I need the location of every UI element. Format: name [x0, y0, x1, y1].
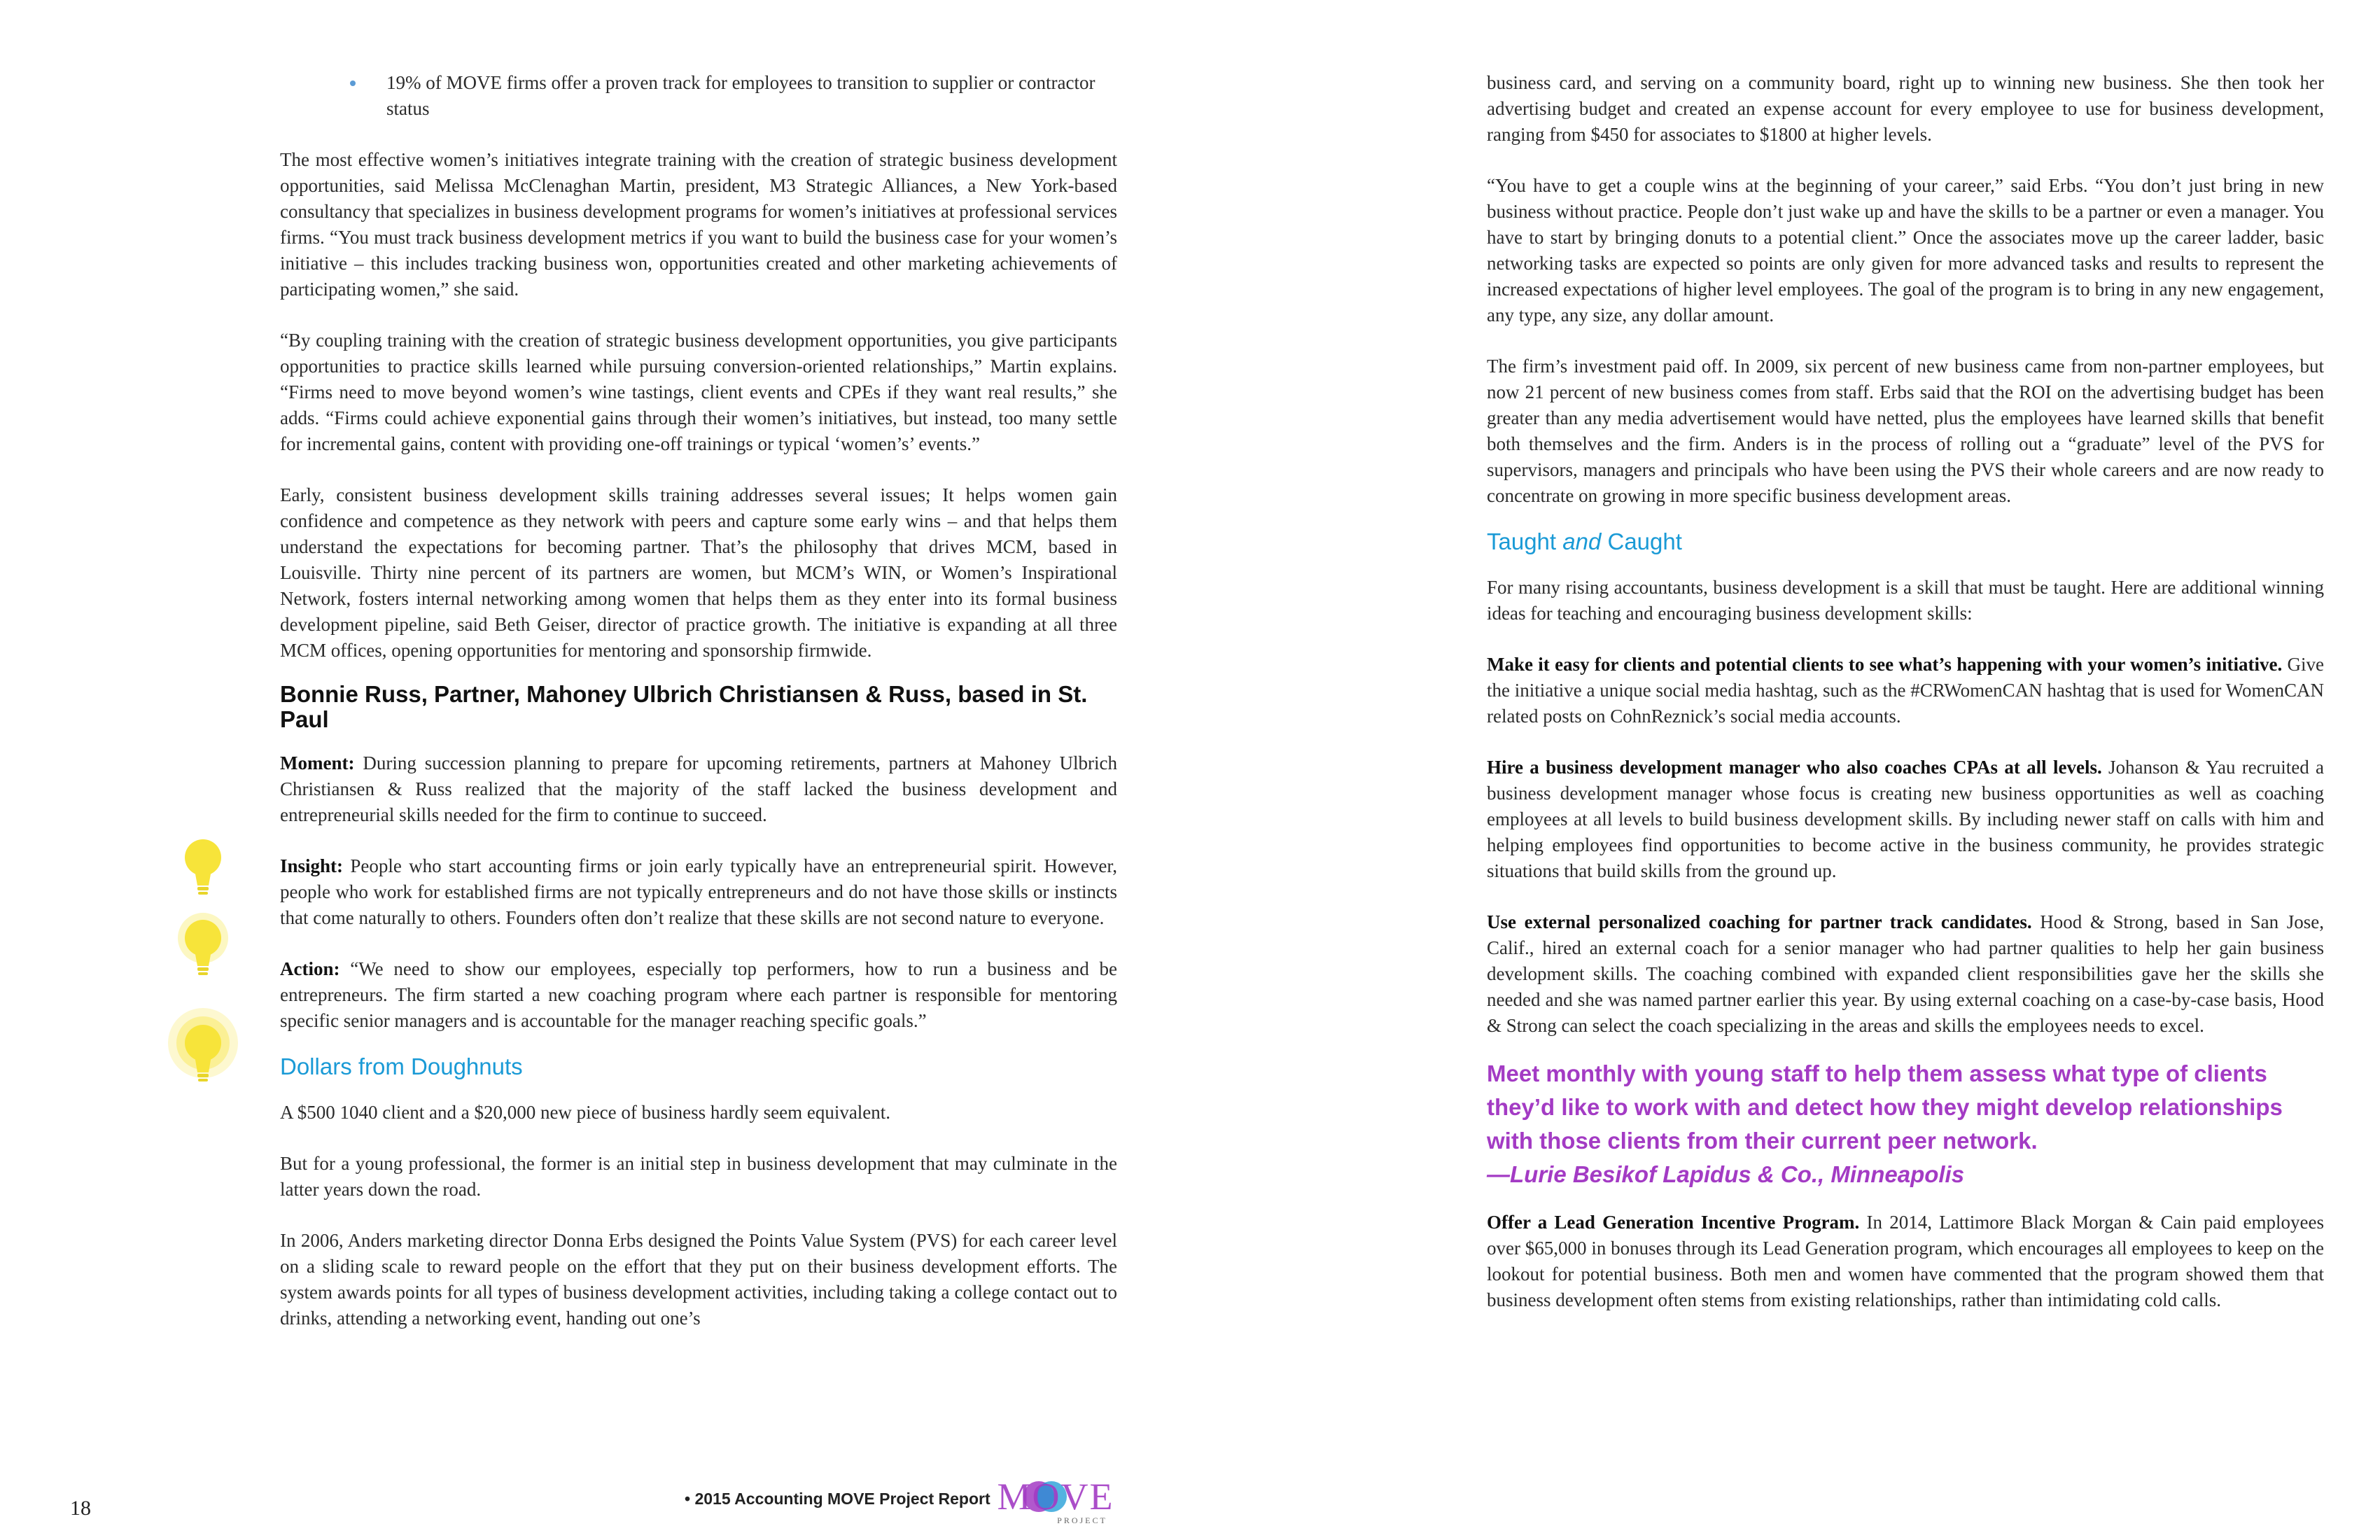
action-paragraph — [280, 956, 1117, 1034]
paragraph: A $500 1040 client and a $20,000 new piece of business hardly seem equivalent. — [280, 1102, 891, 1123]
pull-quote: Meet monthly with young staff to help them assess what type of clients they’d like to work with and detect how they might develop relationships with those clients from their current peer network. — [1487, 1060, 2283, 1154]
tip-title: Use external personalized coaching for partner track candidates. — [1487, 911, 2032, 932]
tip-paragraph — [1487, 755, 2324, 884]
move-logo — [993, 1473, 1119, 1526]
subheading: Dollars from Doughnuts — [280, 1054, 523, 1079]
moment-paragraph — [280, 750, 1117, 828]
lightbulb-icon — [165, 1008, 241, 1099]
tip-text: Give the initiative a unique social media hashtag, such as the #CRWomenCAN hashtag that is used for WomenCAN related posts on CohnReznick’s social media accounts. — [1487, 654, 2325, 727]
tip-paragraph — [1487, 1210, 2324, 1313]
moment-text: During succession planning to prepare for upcoming retirements, partners at Mahoney Ulbrich Christiansen & Russ realized that the majority of the staff lacked the business development and entrepreneurial skills needed for the firm to continue to succeed. — [280, 752, 1117, 825]
tip-title: Hire a business development manager who also coaches CPAs at all levels. — [1487, 757, 2102, 778]
paragraph: Early, consistent business development skills training addresses several issues; It helps women gain confidence and competence as they network with peers and capture some early wins – and that helps them understand the expectations for becoming partner. That’s the philosophy that drives MCM, based in Louisville. Thirty nine percent of its partners are women, but MCM’s WIN, or Women’s Inspirational Network, fosters internal networking among women that helps them as they enter into its formal business development pipeline, said Beth Geiser, director of practice growth. The initiative is expanding at all three MCM offices, opening opportunities for mentoring and sponsorship firmwide. — [280, 484, 1117, 661]
subheading — [1487, 527, 2324, 556]
tip-text: In 2014, Lattimore Black Morgan & Cain paid employees over $65,000 in bonuses through its Lead Generation program, which encourages all employees to keep on the lookout for potential business. Both men and women have commented that the program showed them that business development often stems from existing relationships, rather than intimidating cold calls. — [1487, 1212, 2324, 1310]
tip-text: Johanson & Yau recruited a business development manager whose focus is creating new business opportunities as well as coaching employees at all levels to build business development skills. By including newer staff on calls with him and helping employees find opportunities to become active in the business community, he provides strategic situations that build skills from the ground up. — [1487, 757, 2324, 881]
tip-text: Hood & Strong, based in San Jose, Calif., hired an external coach for a senior manager who had partner qualities to help her gain business development skills. The coaching combined with expanded client responsibilities gave her the skills she needed and she was named partner earlier this year. By using external coaching on a case-by-case basis, Hood & Strong can select the coach specializing in the areas and skills the employees needs to excel. — [1487, 911, 2324, 1036]
svg-text:PROJECT: PROJECT — [1057, 1516, 1107, 1525]
report-title: • 2015 Accounting MOVE Project Report — [685, 1490, 990, 1508]
paragraph: “By coupling training with the creation of strategic business development opportunities, you give participants opportunities to practice skills learned while pursuing conversion-oriented relationships,” Martin explains. “Firms need to move beyond women’s wine tastings, client events and CPEs if they want real results,” she adds. “Firms could achieve exponential gains through their women’s initiatives, but instead, too many settle for incremental gains, content with providing one-off trainings or typical ‘women’s’ events.” — [280, 330, 1117, 454]
list-item — [280, 70, 1117, 122]
insight-text: People who start accounting firms or join early typically have an entrepreneurial spirit. However, people who work for established firms are not typically entrepreneurs and do not have those skills or instincts that come naturally to others. Founders often don’t realize that these skills are not second nature to everyone. — [280, 855, 1117, 928]
page-number: 18 — [70, 1497, 91, 1520]
lightbulb-icon — [174, 910, 232, 987]
insight-label: Insight: — [280, 855, 344, 876]
subheading-part: and — [1562, 528, 1602, 554]
paragraph: In 2006, Anders marketing director Donna Erbs designed the Points Value System (PVS) for each career level on a sliding scale to reward people on the effort that they put on their business development efforts. The system awards points for all types of business development activities, including taking a college contact out to drinks, attending a networking event, handing out one’s — [280, 1230, 1117, 1329]
tip-title: Make it easy for clients and potential clients to see what’s happening with your women’s initiative. — [1487, 654, 2283, 675]
tip-paragraph — [1487, 909, 2324, 1039]
quote-attribution: —Lurie Besikof Lapidus & Co., Minneapolis — [1487, 1161, 1965, 1187]
tip-paragraph — [1487, 652, 2324, 729]
svg-text:MOVE: MOVE — [997, 1476, 1114, 1518]
paragraph: business card, and serving on a community board, right up to winning new business. She then took her advertising budget and created an expense account for every employee to use for business development, ranging from $450 for associates to $1800 at higher levels. — [1487, 72, 2324, 145]
right-column — [1487, 70, 2324, 1313]
paragraph: But for a young professional, the former is an initial step in business development that may culminate in the latter years down the road. — [280, 1153, 1117, 1200]
left-column — [280, 70, 1117, 1331]
action-label: Action: — [280, 958, 340, 979]
paragraph: The most effective women’s initiatives integrate training with the creation of strategic business development opportunities, said Melissa McClenaghan Martin, president, M3 Strategic Alliances, a New York-based consultancy that specializes in business development programs for women’s initiatives at professional services firms. “You must track business development metrics if you want to build the business case for your women’s initiative – this includes tracking business won, opportunities created and other marketing achievements of participating women,” she said. — [280, 149, 1117, 300]
action-text: “We need to show our employees, especially top performers, how to run a business and be entrepreneurs. The firm started a new coaching program where each partner is responsible for mentoring specific senior managers and is accountable for the manager reaching specific goals.” — [280, 958, 1117, 1031]
lightbulb-icon — [174, 830, 232, 906]
bullet-icon — [350, 80, 356, 86]
section-heading: Bonnie Russ, Partner, Mahoney Ulbrich Christiansen & Russ, based in St. Paul — [280, 681, 1088, 732]
subheading-part: Taught — [1487, 528, 1563, 554]
paragraph: The firm’s investment paid off. In 2009, six percent of new business came from non-partner employees, but now 21 percent of new business comes from staff. Erbs said that the ROI on the advertising budget has been greater than any media advertisement would have netted, plus the employees have learned skills that benefit both themselves and the firm. Anders is in the process of rolling out a “graduate” level of the PVS for supervisors, managers and principals who have been using the PVS their whole careers and are now ready to concentrate on growing in more specific business development areas. — [1487, 356, 2324, 506]
insight-paragraph — [280, 853, 1117, 931]
tip-title: Offer a Lead Generation Incentive Program. — [1487, 1212, 1860, 1233]
moment-label: Moment: — [280, 752, 355, 774]
bullet-text: 19% of MOVE firms offer a proven track for employees to transition to supplier or contractor status — [386, 72, 1096, 119]
paragraph: For many rising accountants, business development is a skill that must be taught. Here are additional winning ideas for teaching and encouraging business development skills: — [1487, 577, 2324, 624]
paragraph: “You have to get a couple wins at the beginning of your career,” said Erbs. “You don’t just bring in new business without practice. People don’t just wake up and have the skills to be a partner or even a manager. You have to start by bringing donuts to a potential client.” Once the associates move up the career ladder, basic networking tasks are expected so points are only given for more advanced tasks and results to represent the increased expectations of higher level employees. The goal of the program is to bring in any new engagement, any type, any size, any dollar amount. — [1487, 175, 2324, 326]
subheading-part: Caught — [1601, 528, 1682, 554]
